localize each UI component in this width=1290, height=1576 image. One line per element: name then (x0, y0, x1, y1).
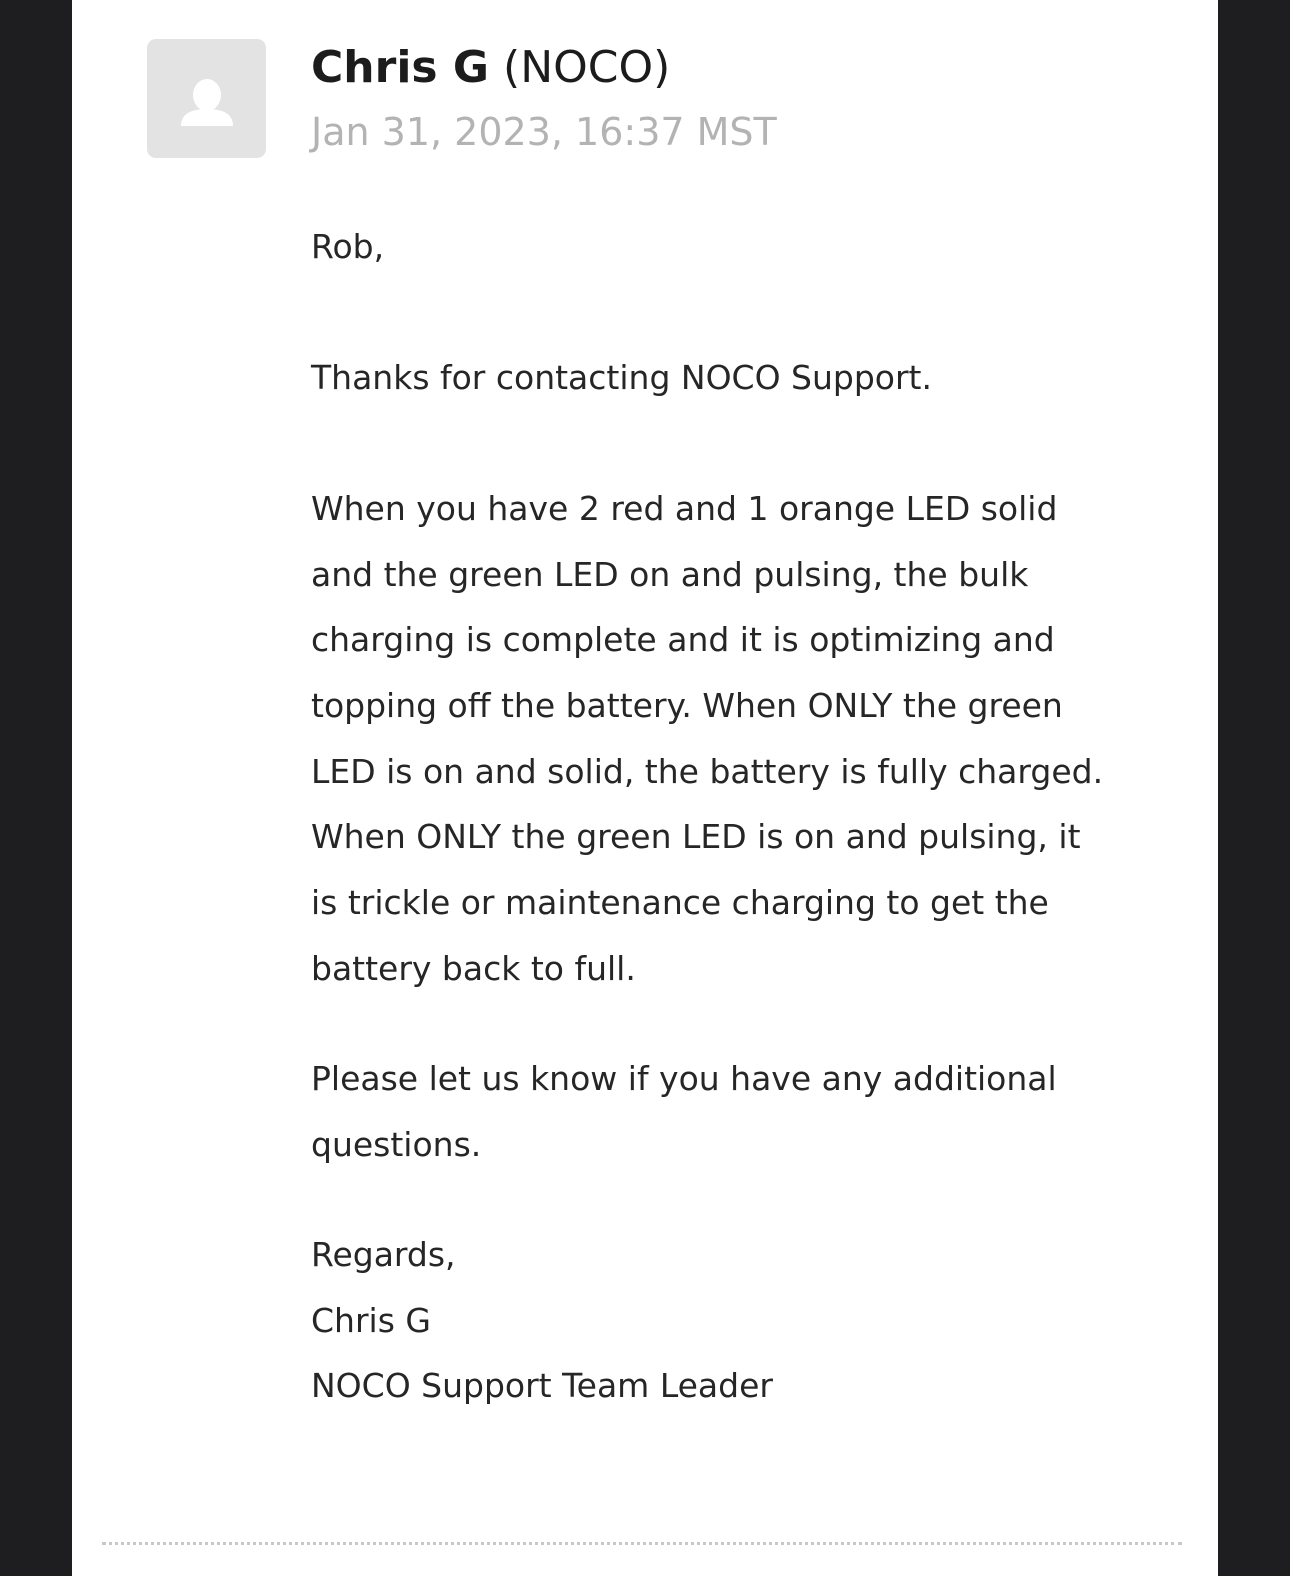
body-line: Please let us know if you have any additional (311, 1059, 1057, 1098)
signature-title: NOCO Support Team Leader (311, 1366, 773, 1405)
body-line: When ONLY the green LED is on and pulsing, it (311, 817, 1081, 856)
body-line: Thanks for contacting NOCO Support. (311, 358, 932, 397)
sender-name: Chris G (311, 42, 490, 93)
body-line: topping off the battery. When ONLY the green (311, 686, 1063, 725)
avatar (147, 39, 266, 158)
signature-name: Chris G (311, 1301, 431, 1340)
body-line: is trickle or maintenance charging to get the (311, 883, 1049, 922)
message-timestamp: Jan 31, 2023, 16:37 MST (311, 110, 777, 154)
body-line: charging is complete and it is optimizing and (311, 620, 1055, 659)
sender-line (311, 40, 670, 96)
sender-organization: (NOCO) (503, 42, 671, 93)
message-divider (102, 1542, 1182, 1545)
email-message-card (72, 0, 1218, 1576)
body-line: and the green LED on and pulsing, the bulk (311, 555, 1029, 594)
body-line: LED is on and solid, the battery is fully charged. (311, 752, 1104, 791)
greeting: Rob, (311, 227, 385, 266)
person-placeholder-icon (147, 39, 266, 158)
signoff: Regards, (311, 1235, 456, 1274)
body-line: battery back to full. (311, 949, 636, 988)
body-line: questions. (311, 1125, 482, 1164)
body-line: When you have 2 red and 1 orange LED solid (311, 489, 1058, 528)
